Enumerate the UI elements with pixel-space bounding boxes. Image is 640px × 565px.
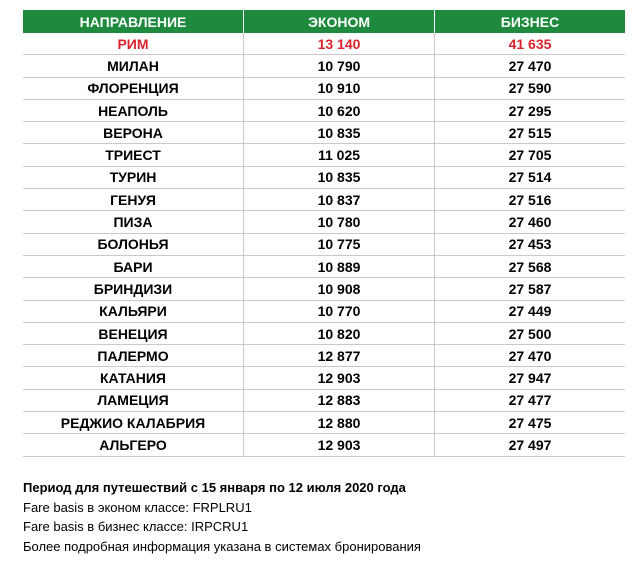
cell-business: 27 590 <box>435 77 626 99</box>
cell-destination: БАРИ <box>23 255 244 277</box>
cell-business: 27 470 <box>435 55 626 77</box>
cell-economy: 10 770 <box>244 300 435 322</box>
cell-business: 27 470 <box>435 345 626 367</box>
table-row <box>23 166 625 188</box>
cell-business: 27 460 <box>435 211 626 233</box>
table-row <box>23 99 625 121</box>
cell-business: 27 497 <box>435 434 626 456</box>
table-row <box>23 33 625 55</box>
cell-economy: 12 880 <box>244 412 435 434</box>
fare-table <box>23 10 625 457</box>
table-row <box>23 367 625 389</box>
table-row <box>23 77 625 99</box>
cell-destination: КАТАНИЯ <box>23 367 244 389</box>
cell-business: 41 635 <box>435 33 626 55</box>
more-info-note: Более подробная информация указана в системах бронирования <box>23 538 421 554</box>
cell-economy: 10 790 <box>244 55 435 77</box>
cell-destination: ФЛОРЕНЦИЯ <box>23 77 244 99</box>
cell-business: 27 295 <box>435 99 626 121</box>
cell-business: 27 500 <box>435 322 626 344</box>
header-economy: ЭКОНОМ <box>244 10 435 33</box>
table-row <box>23 55 625 77</box>
cell-economy: 10 910 <box>244 77 435 99</box>
header-business: БИЗНЕС <box>435 10 626 33</box>
table-row <box>23 122 625 144</box>
table-row <box>23 189 625 211</box>
cell-economy: 10 820 <box>244 322 435 344</box>
table-row <box>23 278 625 300</box>
notes-block <box>23 478 623 556</box>
cell-business: 27 475 <box>435 412 626 434</box>
cell-business: 27 587 <box>435 278 626 300</box>
cell-business: 27 947 <box>435 367 626 389</box>
cell-economy: 12 877 <box>244 345 435 367</box>
cell-economy: 10 835 <box>244 166 435 188</box>
fare-basis-business-note: Fare basis в бизнес классе: IRPCRU1 <box>23 519 249 534</box>
cell-business: 27 516 <box>435 189 626 211</box>
table-row <box>23 322 625 344</box>
cell-destination: МИЛАН <box>23 55 244 77</box>
table-row <box>23 345 625 367</box>
cell-destination: ТУРИН <box>23 166 244 188</box>
cell-destination: ПИЗА <box>23 211 244 233</box>
cell-economy: 12 883 <box>244 389 435 411</box>
cell-destination: БРИНДИЗИ <box>23 278 244 300</box>
cell-destination: ВЕНЕЦИЯ <box>23 322 244 344</box>
cell-business: 27 705 <box>435 144 626 166</box>
cell-business: 27 514 <box>435 166 626 188</box>
cell-destination: РИМ <box>23 33 244 55</box>
table-row <box>23 211 625 233</box>
cell-destination: КАЛЬЯРИ <box>23 300 244 322</box>
header-destination: НАПРАВЛЕНИЕ <box>23 10 244 33</box>
cell-economy: 13 140 <box>244 33 435 55</box>
table-row <box>23 300 625 322</box>
cell-destination: НЕАПОЛЬ <box>23 99 244 121</box>
fare-basis-economy-note: Fare basis в эконом классе: FRPLRU1 <box>23 499 252 515</box>
cell-economy: 10 780 <box>244 211 435 233</box>
table-body <box>23 33 625 456</box>
cell-economy: 10 620 <box>244 99 435 121</box>
travel-period-note: Период для путешествий с 15 января по 12 июля 2020 года <box>23 480 406 495</box>
table-row <box>23 144 625 166</box>
cell-destination: ТРИЕСТ <box>23 144 244 166</box>
table-row <box>23 434 625 456</box>
cell-economy: 10 908 <box>244 278 435 300</box>
table-row <box>23 389 625 411</box>
cell-business: 27 515 <box>435 122 626 144</box>
table-row <box>23 412 625 434</box>
cell-economy: 10 775 <box>244 233 435 255</box>
cell-economy: 11 025 <box>244 144 435 166</box>
cell-economy: 12 903 <box>244 367 435 389</box>
cell-economy: 12 903 <box>244 434 435 456</box>
cell-destination: ЛАМЕЦИЯ <box>23 389 244 411</box>
cell-destination: РЕДЖИО КАЛАБРИЯ <box>23 412 244 434</box>
table-header-row <box>23 10 625 33</box>
cell-destination: ГЕНУЯ <box>23 189 244 211</box>
cell-business: 27 477 <box>435 389 626 411</box>
cell-business: 27 453 <box>435 233 626 255</box>
cell-business: 27 568 <box>435 255 626 277</box>
cell-economy: 10 835 <box>244 122 435 144</box>
cell-economy: 10 837 <box>244 189 435 211</box>
cell-destination: АЛЬГЕРО <box>23 434 244 456</box>
cell-destination: ВЕРОНА <box>23 122 244 144</box>
cell-destination: ПАЛЕРМО <box>23 345 244 367</box>
cell-economy: 10 889 <box>244 255 435 277</box>
table-row <box>23 255 625 277</box>
cell-business: 27 449 <box>435 300 626 322</box>
cell-destination: БОЛОНЬЯ <box>23 233 244 255</box>
table-row <box>23 233 625 255</box>
